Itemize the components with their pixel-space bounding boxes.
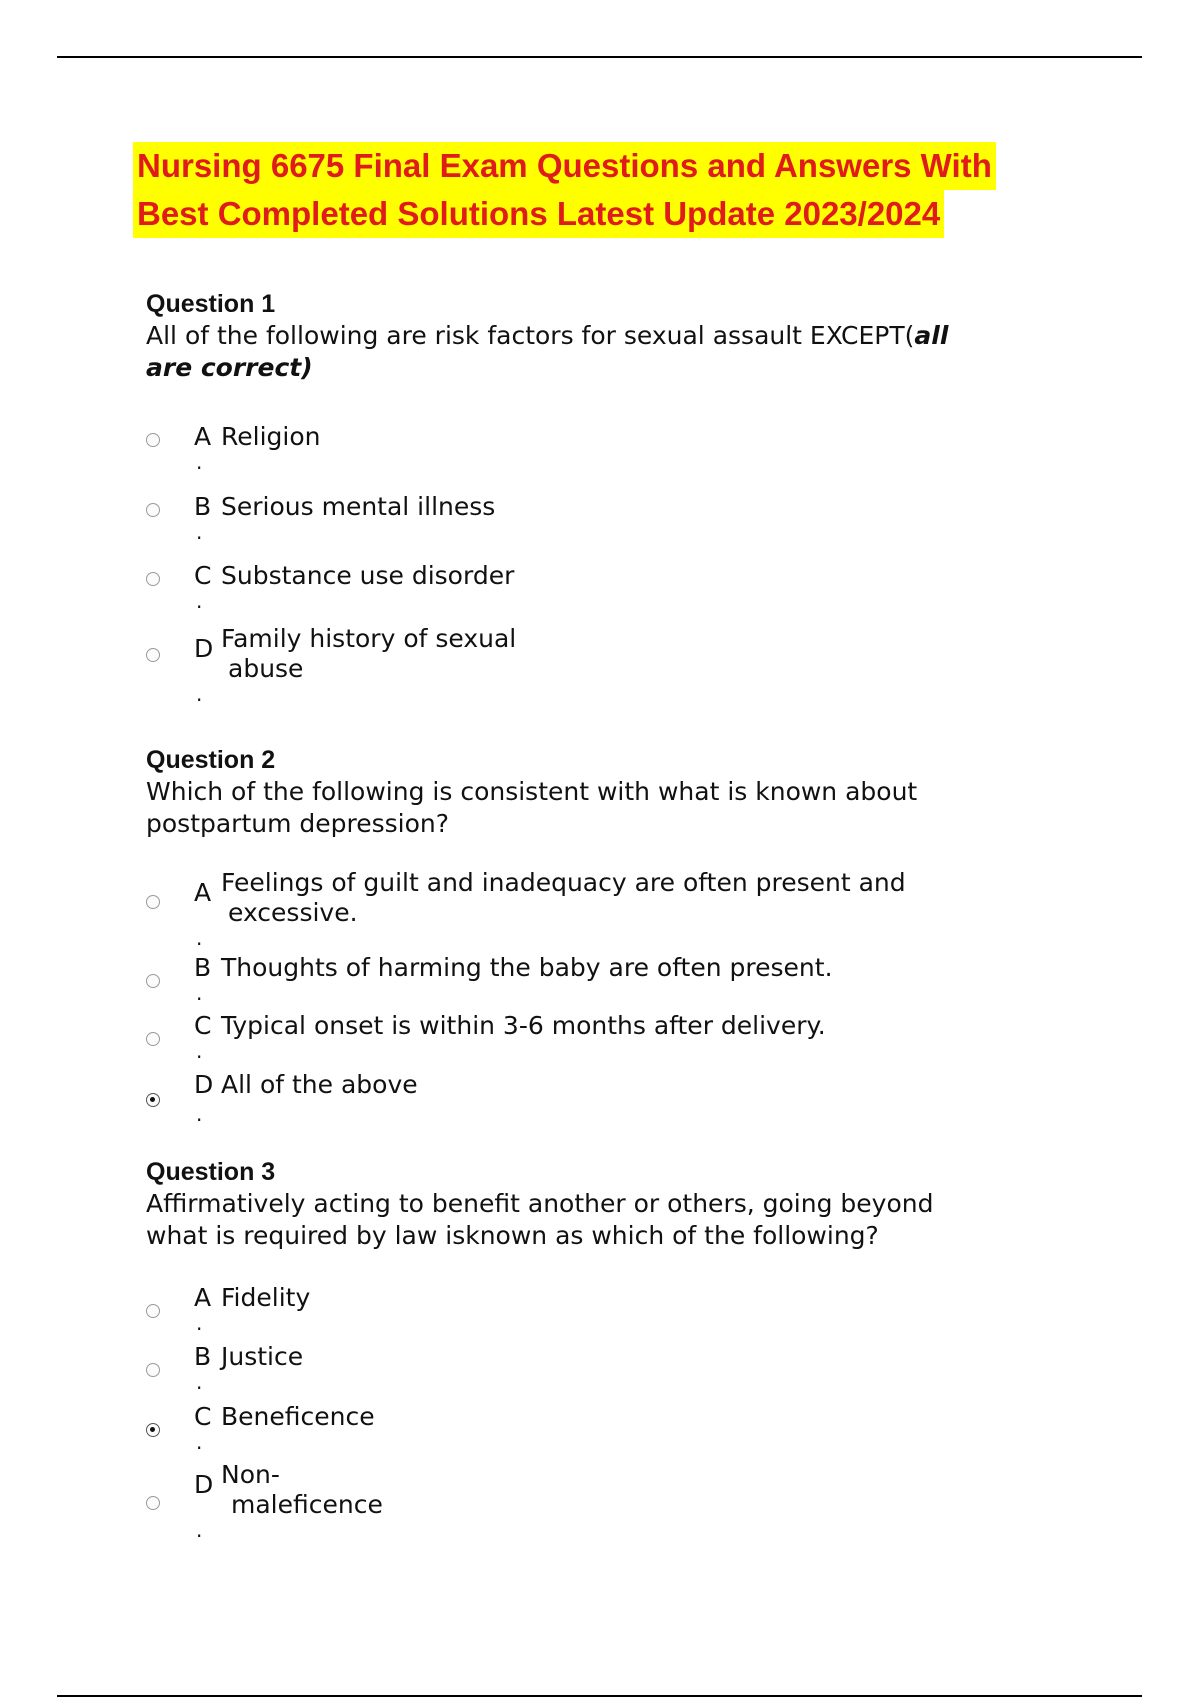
radio-button[interactable] — [146, 1363, 160, 1377]
radio-button[interactable] — [146, 572, 160, 586]
radio-button[interactable] — [146, 1304, 160, 1318]
radio-button[interactable] — [146, 503, 160, 517]
radio-button-selected[interactable] — [146, 1423, 160, 1437]
radio-button-selected[interactable] — [146, 1093, 160, 1107]
radio-button[interactable] — [146, 1032, 160, 1046]
question-text: Affirmatively acting to benefit another or others, going beyond what is required by law isknown as which of the following? — [146, 1189, 934, 1250]
radio-button[interactable] — [146, 433, 160, 447]
bottom-rule — [57, 1695, 1142, 1697]
radio-button[interactable] — [146, 1496, 160, 1510]
document-title — [133, 142, 996, 238]
question-text: Which of the following is consistent with what is known about postpartum depression? — [146, 777, 918, 838]
radio-button[interactable] — [146, 895, 160, 909]
radio-button[interactable] — [146, 648, 160, 662]
question-3: Question 3 Affirmatively acting to benefit another or others, going beyond what is required by law isknown as which of the following? A Fidelity . B Justice . C Beneficence . D Non- maleficence . — [146, 1156, 1066, 1252]
question-1: Question 1 All of the following are risk factors for sexual assault EXCEPT(all are correct) A Religion . B Serious mental illness . C Substance use disorder . D Family history of sexual abuse . — [146, 288, 1066, 384]
question-heading: Question 2 — [146, 746, 276, 774]
top-rule — [57, 56, 1142, 58]
question-2: Question 2 Which of the following is consistent with what is known about postpartum depression? A Feelings of guilt and inadequacy are often present and excessive. . B Thoughts of harming the baby are often present. . C Typical onset is within 3-6 months after delivery. . D All of the above . — [146, 744, 1066, 840]
title-line-1: Nursing 6675 Final Exam Questions and Answers With — [133, 142, 996, 190]
radio-button[interactable] — [146, 974, 160, 988]
question-heading: Question 3 — [146, 1158, 276, 1186]
question-heading: Question 1 — [146, 290, 276, 318]
title-line-2: Best Completed Solutions Latest Update 2023/2024 — [133, 190, 944, 238]
question-text: All of the following are risk factors for sexual assault EXCEPT(all are correct) — [146, 321, 949, 382]
